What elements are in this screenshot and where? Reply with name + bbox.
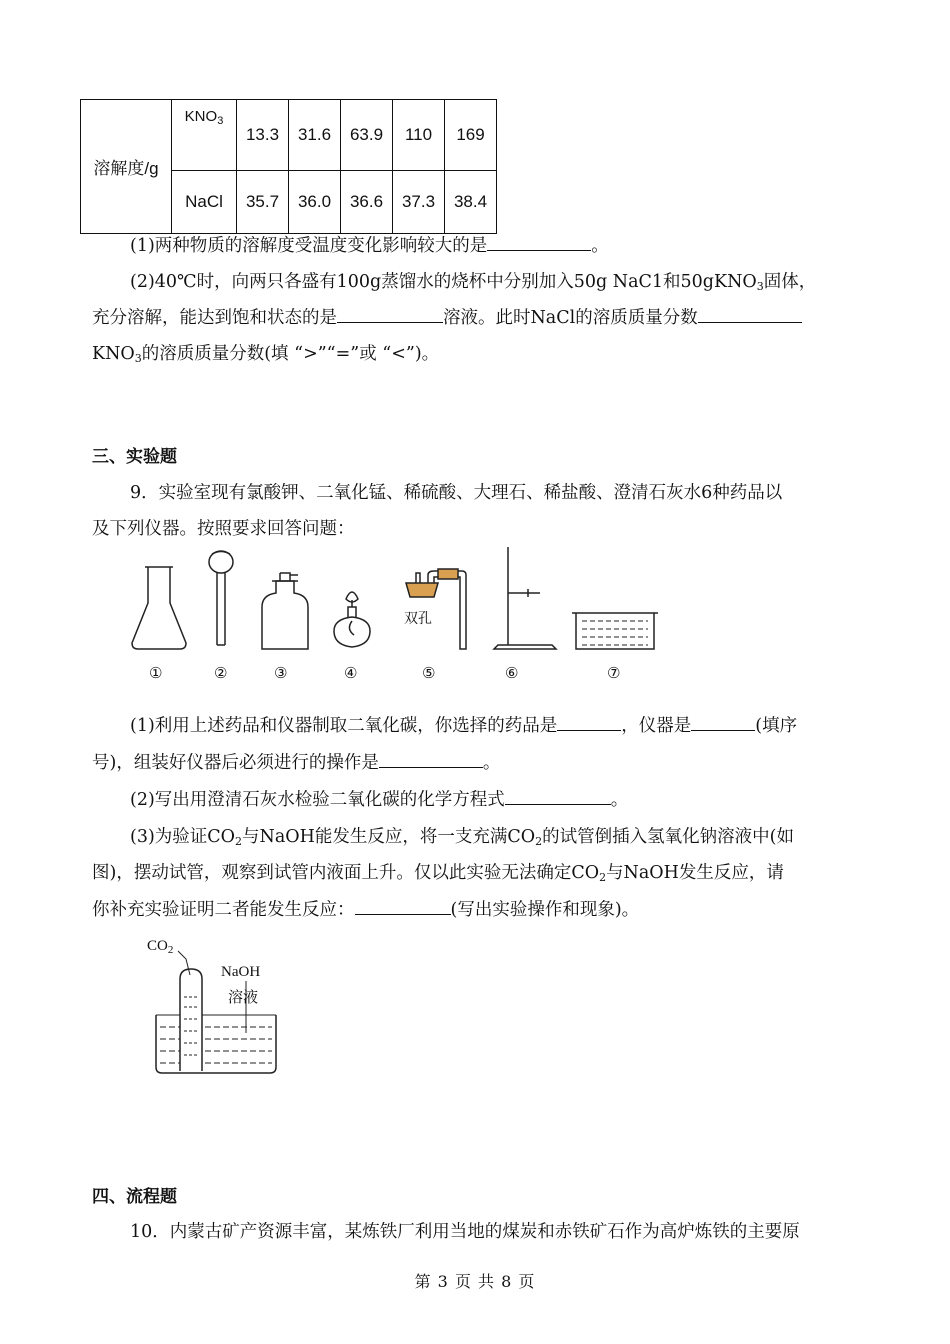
beaker-outline <box>156 1015 276 1073</box>
apparatus-label: ⑥ <box>505 664 519 682</box>
apparatus-label: ② <box>214 664 228 682</box>
section-title: 四、流程题 <box>92 1187 177 1207</box>
test-tube-icon <box>180 969 202 1071</box>
apparatus-label: ③ <box>274 664 288 682</box>
kno3-label-cell: $KNO_3$ <box>172 100 237 171</box>
answer-blank[interactable] <box>337 308 443 323</box>
apparatus-label: ⑤ <box>422 664 436 682</box>
table-cell: 169 <box>445 100 497 171</box>
kno3-label: KNO <box>184 108 218 125</box>
stopper-label: 双孔 <box>404 611 432 627</box>
section-title: 三、实验题 <box>92 447 177 467</box>
answer-blank[interactable] <box>557 716 621 731</box>
table-cell: 38.4 <box>445 171 497 234</box>
co2-label: $CO_2$ <box>147 938 174 956</box>
q9-intro-line1: 9．实验室现有氯酸钾、二氧化锰、稀硫酸、大理石、稀盐酸、澄清石灰水6种药品以 <box>130 483 783 503</box>
apparatus-label: ⑦ <box>607 664 621 682</box>
q8-part2-line1: (2)40℃时，向两只各盛有100g蒸馏水的烧杯中分别加入50g NaC1和50gKNO$_3$固体， <box>130 272 817 293</box>
q9-intro-line2: 及下列仪器。按照要求回答问题： <box>92 519 355 539</box>
q9-part3-line3: 你补充实验证明二者能发生反应： (写出实验操作和现象)。 <box>92 900 640 920</box>
table-cell: 36.0 <box>289 171 341 234</box>
answer-blank[interactable] <box>379 753 483 768</box>
co2-naoh-figure <box>150 935 300 1080</box>
water-trough-icon <box>572 613 658 649</box>
table-row-label: 溶解度/g <box>81 100 172 234</box>
naoh-label: NaOH <box>221 964 261 980</box>
table-cell: 35.7 <box>237 171 289 234</box>
page-footer: 第 3 页 共 8 页 <box>414 1272 536 1291</box>
q9-part1-line1: (1)利用上述药品和仪器制取二氧化碳，你选择的药品是 ，仪器是 (填序 <box>130 716 798 736</box>
table-cell: 13.3 <box>237 100 289 171</box>
solubility-table <box>80 99 497 234</box>
table-cell: 36.6 <box>341 171 393 234</box>
apparatus-figure <box>120 545 680 660</box>
q9-part2: (2)写出用澄清石灰水检验二氧化碳的化学方程式 。 <box>130 790 629 810</box>
solution-label: 溶液 <box>228 988 259 1006</box>
q8-part2-line2: 充分溶解，能达到饱和状态的是 溶液。此时NaCl的溶质质量分数 <box>92 304 802 329</box>
reagent-bottle-icon <box>262 573 308 649</box>
nacl-label: NaCl <box>172 171 237 234</box>
answer-blank[interactable] <box>698 308 802 323</box>
q9-part3-line1: (3)为验证$CO_2$与NaOH能发生反应，将一支充满$CO_2$的试管倒插入氢氧化钠溶液中(如 <box>130 827 794 848</box>
table-cell: 31.6 <box>289 100 341 171</box>
q9-part3-line2: 图)，摆动试管，观察到试管内液面上升。仅以此实验无法确定$CO_2$与NaOH发生反应，请 <box>92 863 784 884</box>
answer-blank[interactable] <box>505 790 611 805</box>
q9-part1-line2: 号)，组装好仪器后必须进行的操作是 。 <box>92 753 501 773</box>
table-cell: 63.9 <box>341 100 393 171</box>
apparatus-label: ① <box>149 664 163 682</box>
answer-blank[interactable] <box>355 900 451 915</box>
conical-flask-icon <box>132 567 186 649</box>
q10-intro: 10．内蒙古矿产资源丰富，某炼铁厂利用当地的煤炭和赤铁矿石作为高炉炼铁的主要原 <box>130 1222 800 1242</box>
q8-part1: (1)两种物质的溶解度受温度变化影响较大的是 。 <box>130 236 609 256</box>
long-neck-funnel-icon <box>209 551 233 645</box>
table-cell: 110 <box>393 100 445 171</box>
iron-stand-icon <box>494 547 556 649</box>
apparatus-label: ④ <box>344 664 358 682</box>
table-cell: 37.3 <box>393 171 445 234</box>
answer-blank[interactable] <box>487 236 591 251</box>
alcohol-lamp-icon <box>334 592 370 647</box>
answer-blank[interactable] <box>691 716 755 731</box>
q8-part2-line3: $KNO_3$的溶质质量分数(填 “>”“=”或 “<”)。 <box>92 344 440 365</box>
